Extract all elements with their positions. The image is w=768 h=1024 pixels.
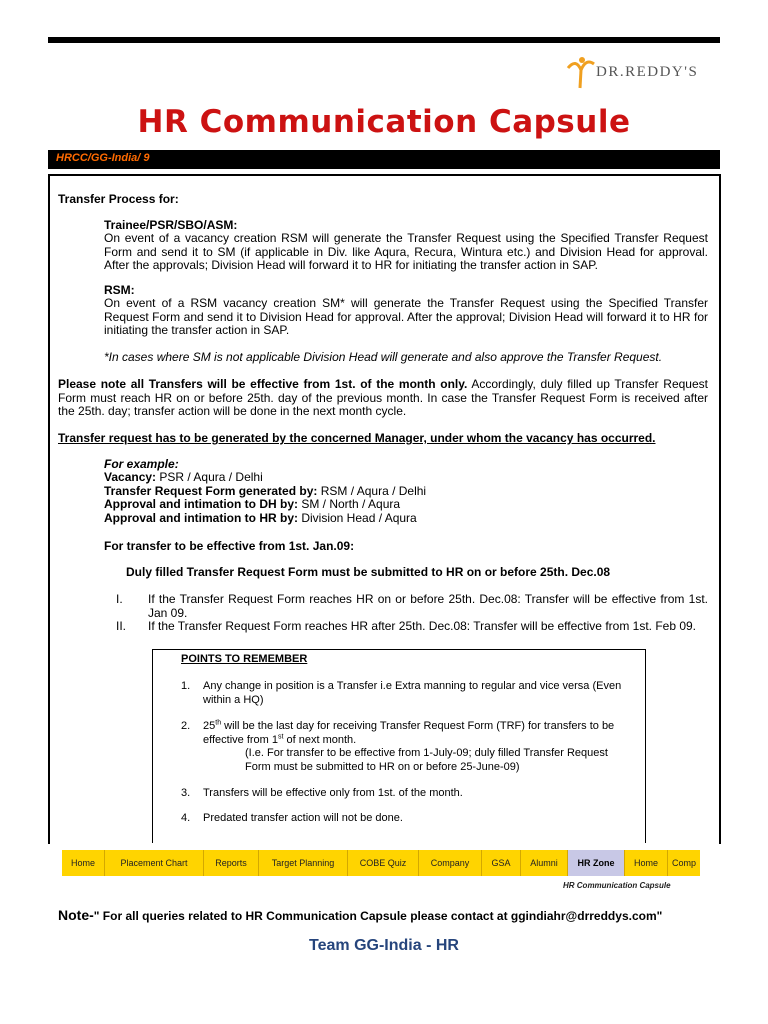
nav-item-hr-zone[interactable]: HR Zone	[568, 850, 625, 876]
example-label: For example:	[104, 457, 179, 471]
note-text: " For all queries related to HR Communication Capsule please contact at ggindiahr@drreddys.com"	[93, 909, 663, 923]
vacancy-line	[104, 471, 263, 485]
list-num: I.	[116, 592, 123, 606]
list-item: If the Transfer Request Form reaches HR after 25th. Dec.08: Transfer will be effective from 1st. Feb 09.	[148, 619, 697, 633]
duly-filled: Duly filled Transfer Request Form must be submitted to HR on or before 25th. Dec.08	[126, 565, 611, 579]
transfer-process-heading: Transfer Process for:	[58, 192, 179, 206]
top-rule	[48, 37, 720, 43]
logo-mark-icon	[566, 54, 596, 94]
capsule-id-bar	[48, 150, 720, 169]
manager-line: Transfer request has to be generated by the concerned Manager, under whom the vacancy has occurred.	[58, 431, 656, 445]
trainee-heading: Trainee/PSR/SBO/ASM:	[104, 218, 238, 232]
nav-item-target-planning[interactable]: Target Planning	[259, 850, 348, 876]
nav-item-reports[interactable]: Reports	[204, 850, 259, 876]
nav-caption: HR Communication Capsule	[563, 881, 671, 890]
note-label: Note-	[58, 907, 94, 923]
rsm-text: On event of a RSM vacancy creation SM* will generate the Transfer Request using the Specified Transfer Request Form and send it to Division Head for approval. After the approval; Division Head will forward it to HR for initiating the transfer action in SAP.	[104, 296, 708, 337]
point-2-day: 25	[203, 720, 216, 732]
list-item: If the Transfer Request Form reaches HR on or before 25th. Dec.08: Transfer will be effective from 1st. Jan 09.	[148, 592, 708, 620]
page-title: HR Communication Capsule	[137, 104, 631, 140]
generated-label: Transfer Request Form generated by:	[104, 484, 318, 498]
hr-label: Approval and intimation to HR by:	[104, 511, 298, 525]
nav-bar	[62, 850, 700, 876]
effective-bold: Please note all Transfers will be effective from 1st. of the month only.	[58, 377, 468, 391]
nav-item-company[interactable]: Company	[419, 850, 482, 876]
sm-note: *In cases where SM is not applicable Division Head will generate and also approve the Transfer Request.	[104, 350, 663, 364]
nav-item-placement-chart[interactable]: Placement Chart	[105, 850, 204, 876]
generated-value: RSM / Aqura / Delhi	[317, 484, 427, 498]
hr-value: Division Head / Aqura	[298, 511, 417, 525]
team-signature: Team GG-India - HR	[309, 937, 459, 954]
point-num: 1.	[181, 680, 191, 692]
point-2-note: (I.e. For transfer to be effective from 1-July-09; duly filled Transfer Request Form must be submitted to HR on or before 25-June-09)	[245, 747, 608, 773]
nav-item-home-2[interactable]: Home	[625, 850, 668, 876]
point-2-text: will be the last day for receiving Transfer Request Form (TRF) for transfers to be effective from 1	[203, 720, 615, 746]
footer-note	[58, 907, 662, 923]
vacancy-label: Vacancy:	[104, 470, 157, 484]
trainee-text: On event of a vacancy creation RSM will generate the Transfer Request using the Specified Transfer Request Form and send it to SM (if applicable in Div. like Aqura, Recura, Wintura etc.) and Division Head for approval. After the approvals; Division Head will forward it to HR for initiating the transfer action in SAP.	[104, 231, 708, 272]
nav-item-comp[interactable]: Comp	[672, 858, 697, 868]
nav-item-gsa[interactable]: GSA	[482, 850, 521, 876]
effective-paragraph	[58, 378, 708, 419]
nav-item-home[interactable]: Home	[62, 850, 105, 876]
nav-item-cobe-quiz[interactable]: COBE Quiz	[348, 850, 419, 876]
point-item: Transfers will be effective only from 1st. of the month.	[203, 787, 463, 799]
point-num: 2.	[181, 720, 191, 732]
point-item: Predated transfer action will not be done.	[203, 812, 403, 824]
point-num: 3.	[181, 787, 191, 799]
effective-jan: For transfer to be effective from 1st. Jan.09:	[104, 539, 355, 553]
list-num: II.	[116, 619, 127, 633]
dh-line	[104, 498, 400, 512]
points-box	[152, 649, 646, 843]
point-2-day-sup: th	[215, 719, 222, 727]
hr-line	[104, 512, 417, 526]
rsm-heading: RSM:	[104, 283, 135, 297]
effective-text: Accordingly, duly filled up Transfer Request Form must reach HR on or before 25th. day of the previous month. In case the Transfer Request Form is received after the 25th. day; transfer action will be done in the next month cycle.	[58, 377, 708, 418]
point-2-end: of next month.	[283, 733, 357, 746]
point-2-first-sup: st	[278, 732, 284, 740]
points-heading: POINTS TO REMEMBER	[181, 653, 308, 665]
logo-text: DR.REDDY'S	[596, 64, 699, 80]
vacancy-value: PSR / Aqura / Delhi	[156, 470, 263, 484]
nav-item-alumni[interactable]: Alumni	[521, 850, 568, 876]
dh-label: Approval and intimation to DH by:	[104, 497, 298, 511]
company-logo	[566, 52, 716, 98]
point-item: Any change in position is a Transfer i.e Extra manning to regular and vice versa (Even within a HQ)	[203, 680, 622, 706]
dh-value: SM / North / Aqura	[298, 497, 401, 511]
point-num: 4.	[181, 812, 191, 824]
capsule-id: HRCC/GG-India/ 9	[56, 152, 150, 164]
point-item	[203, 720, 633, 747]
